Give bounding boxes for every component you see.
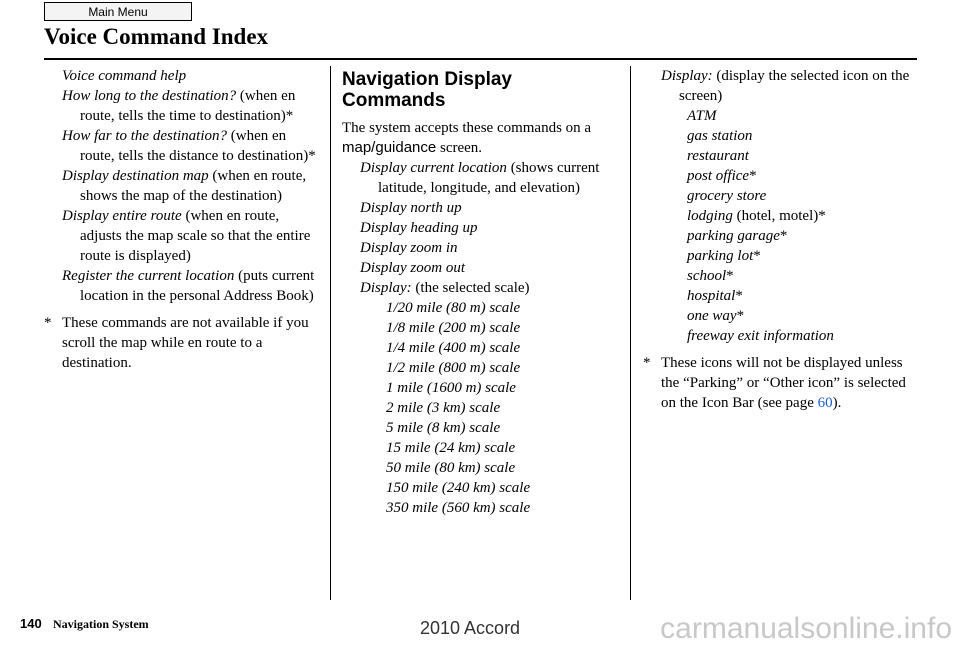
command-desc: (when en route, tells the distance to destination)* <box>80 128 316 164</box>
command-desc: (puts current location in the personal Address Book) <box>80 268 315 304</box>
icon-name: ATM <box>687 108 717 124</box>
command-display-current-location <box>342 158 620 198</box>
icon-option <box>643 206 923 226</box>
icon-name: school <box>687 268 727 284</box>
command-desc: (the selected scale) <box>411 280 530 296</box>
footer-section-label: Navigation System <box>53 617 149 631</box>
command-desc: (display the selected icon on the screen) <box>679 68 910 104</box>
scale-option: 1/4 mile (400 m) scale <box>386 340 521 356</box>
command-how-long <box>44 86 324 126</box>
icon-option <box>643 186 923 206</box>
footnote-end: ). <box>832 395 842 411</box>
icon-name: gas station <box>687 128 753 144</box>
footnote-commands <box>44 313 324 373</box>
intro-text-end: screen. <box>436 140 483 156</box>
watermark: carmanualsonline.info <box>660 612 952 645</box>
scale-option: 2 mile (3 km) scale <box>386 400 501 416</box>
icon-name: freeway exit information <box>687 328 834 344</box>
column-divider-2 <box>630 66 631 600</box>
command-name: Display: <box>360 280 412 296</box>
icon-option <box>643 266 923 286</box>
icon-name: parking garage <box>687 228 780 244</box>
command-voice-help: Voice command help <box>62 68 187 84</box>
command-name: Display: <box>661 68 713 84</box>
icon-extra: * <box>726 268 734 284</box>
scale-option: 5 mile (8 km) scale <box>386 420 501 436</box>
icon-name: restaurant <box>687 148 749 164</box>
footnote-text: These icons will not be displayed unless the “Parking” or “Other icon” is selected on the Icon Bar (see page <box>661 355 906 411</box>
icon-option <box>643 106 923 126</box>
footer-model: 2010 Accord <box>420 618 521 638</box>
command-display-north-up: Display north up <box>360 200 462 216</box>
icon-option <box>643 246 923 266</box>
icon-option <box>643 226 923 246</box>
scale-option: 1/2 mile (800 m) scale <box>386 360 521 376</box>
scale-option: 50 mile (80 km) scale <box>386 460 516 476</box>
column-voice-commands <box>44 66 324 373</box>
column-divider-1 <box>330 66 331 600</box>
icon-name: parking lot <box>687 248 754 264</box>
scale-option: 1/20 mile (80 m) scale <box>386 300 521 316</box>
column-display-icons <box>643 66 923 413</box>
icon-name: post office <box>687 168 750 184</box>
command-name: How far to the destination? <box>62 128 227 144</box>
scale-option: 1/8 mile (200 m) scale <box>386 320 521 336</box>
command-name: Display entire route <box>62 208 182 224</box>
scale-option: 150 mile (240 km) scale <box>386 480 531 496</box>
command-display-scale <box>342 278 620 298</box>
section-intro <box>342 118 620 158</box>
page-link[interactable]: 60 <box>817 395 833 411</box>
command-desc: (when en route, shows the map of the destination) <box>80 168 307 204</box>
icon-extra: * <box>749 168 757 184</box>
footnote-icons <box>643 353 923 413</box>
command-desc: (shows current latitude, longitude, and elevation) <box>378 160 600 196</box>
command-display-heading-up: Display heading up <box>360 220 478 236</box>
scale-option: 1 mile (1600 m) scale <box>386 380 516 396</box>
command-register-location <box>44 266 324 306</box>
page-number: 140 <box>20 616 42 631</box>
command-name: Display destination map <box>62 168 209 184</box>
icon-option <box>643 326 923 346</box>
footnote-star: * <box>44 315 52 331</box>
icon-option <box>643 146 923 166</box>
command-name: How long to the destination? <box>62 88 237 104</box>
command-name: Register the current location <box>62 268 235 284</box>
icon-option <box>643 166 923 186</box>
command-display-icon <box>643 66 923 106</box>
command-desc: (when en route, tells the time to destination)* <box>80 88 296 124</box>
scale-option: 15 mile (24 km) scale <box>386 440 516 456</box>
command-desc: (when en route, adjusts the map scale so that the entire route is displayed) <box>80 208 311 264</box>
column-navigation-display <box>342 66 620 518</box>
command-display-entire-route <box>44 206 324 266</box>
command-display-zoom-out: Display zoom out <box>360 260 465 276</box>
footnote-star: * <box>643 355 651 371</box>
icon-extra: (hotel, motel)* <box>732 208 826 224</box>
title-divider <box>44 58 917 60</box>
icon-name: lodging <box>687 208 733 224</box>
main-menu-button[interactable]: Main Menu <box>44 2 192 21</box>
intro-text: The system accepts these commands on a <box>342 120 592 136</box>
icon-option <box>643 286 923 306</box>
command-how-far <box>44 126 324 166</box>
intro-term: map/guidance <box>342 139 437 156</box>
footnote-text: These commands are not available if you scroll the map while en route to a destination. <box>62 315 309 371</box>
icon-extra: * <box>736 308 745 324</box>
icon-extra: * <box>753 248 761 264</box>
icon-extra: * <box>735 288 743 304</box>
command-display-zoom-in: Display zoom in <box>360 240 458 256</box>
section-heading: Navigation Display Commands <box>342 69 512 111</box>
icon-name: grocery store <box>687 188 767 204</box>
command-display-destination-map <box>44 166 324 206</box>
icon-name: one way <box>687 308 737 324</box>
page-title: Voice Command Index <box>44 24 269 49</box>
scale-option: 350 mile (560 km) scale <box>386 500 531 516</box>
command-name: Display current location <box>360 160 507 176</box>
icon-option <box>643 126 923 146</box>
icon-extra: * <box>779 228 788 244</box>
icon-name: hospital <box>687 288 736 304</box>
icon-option <box>643 306 923 326</box>
